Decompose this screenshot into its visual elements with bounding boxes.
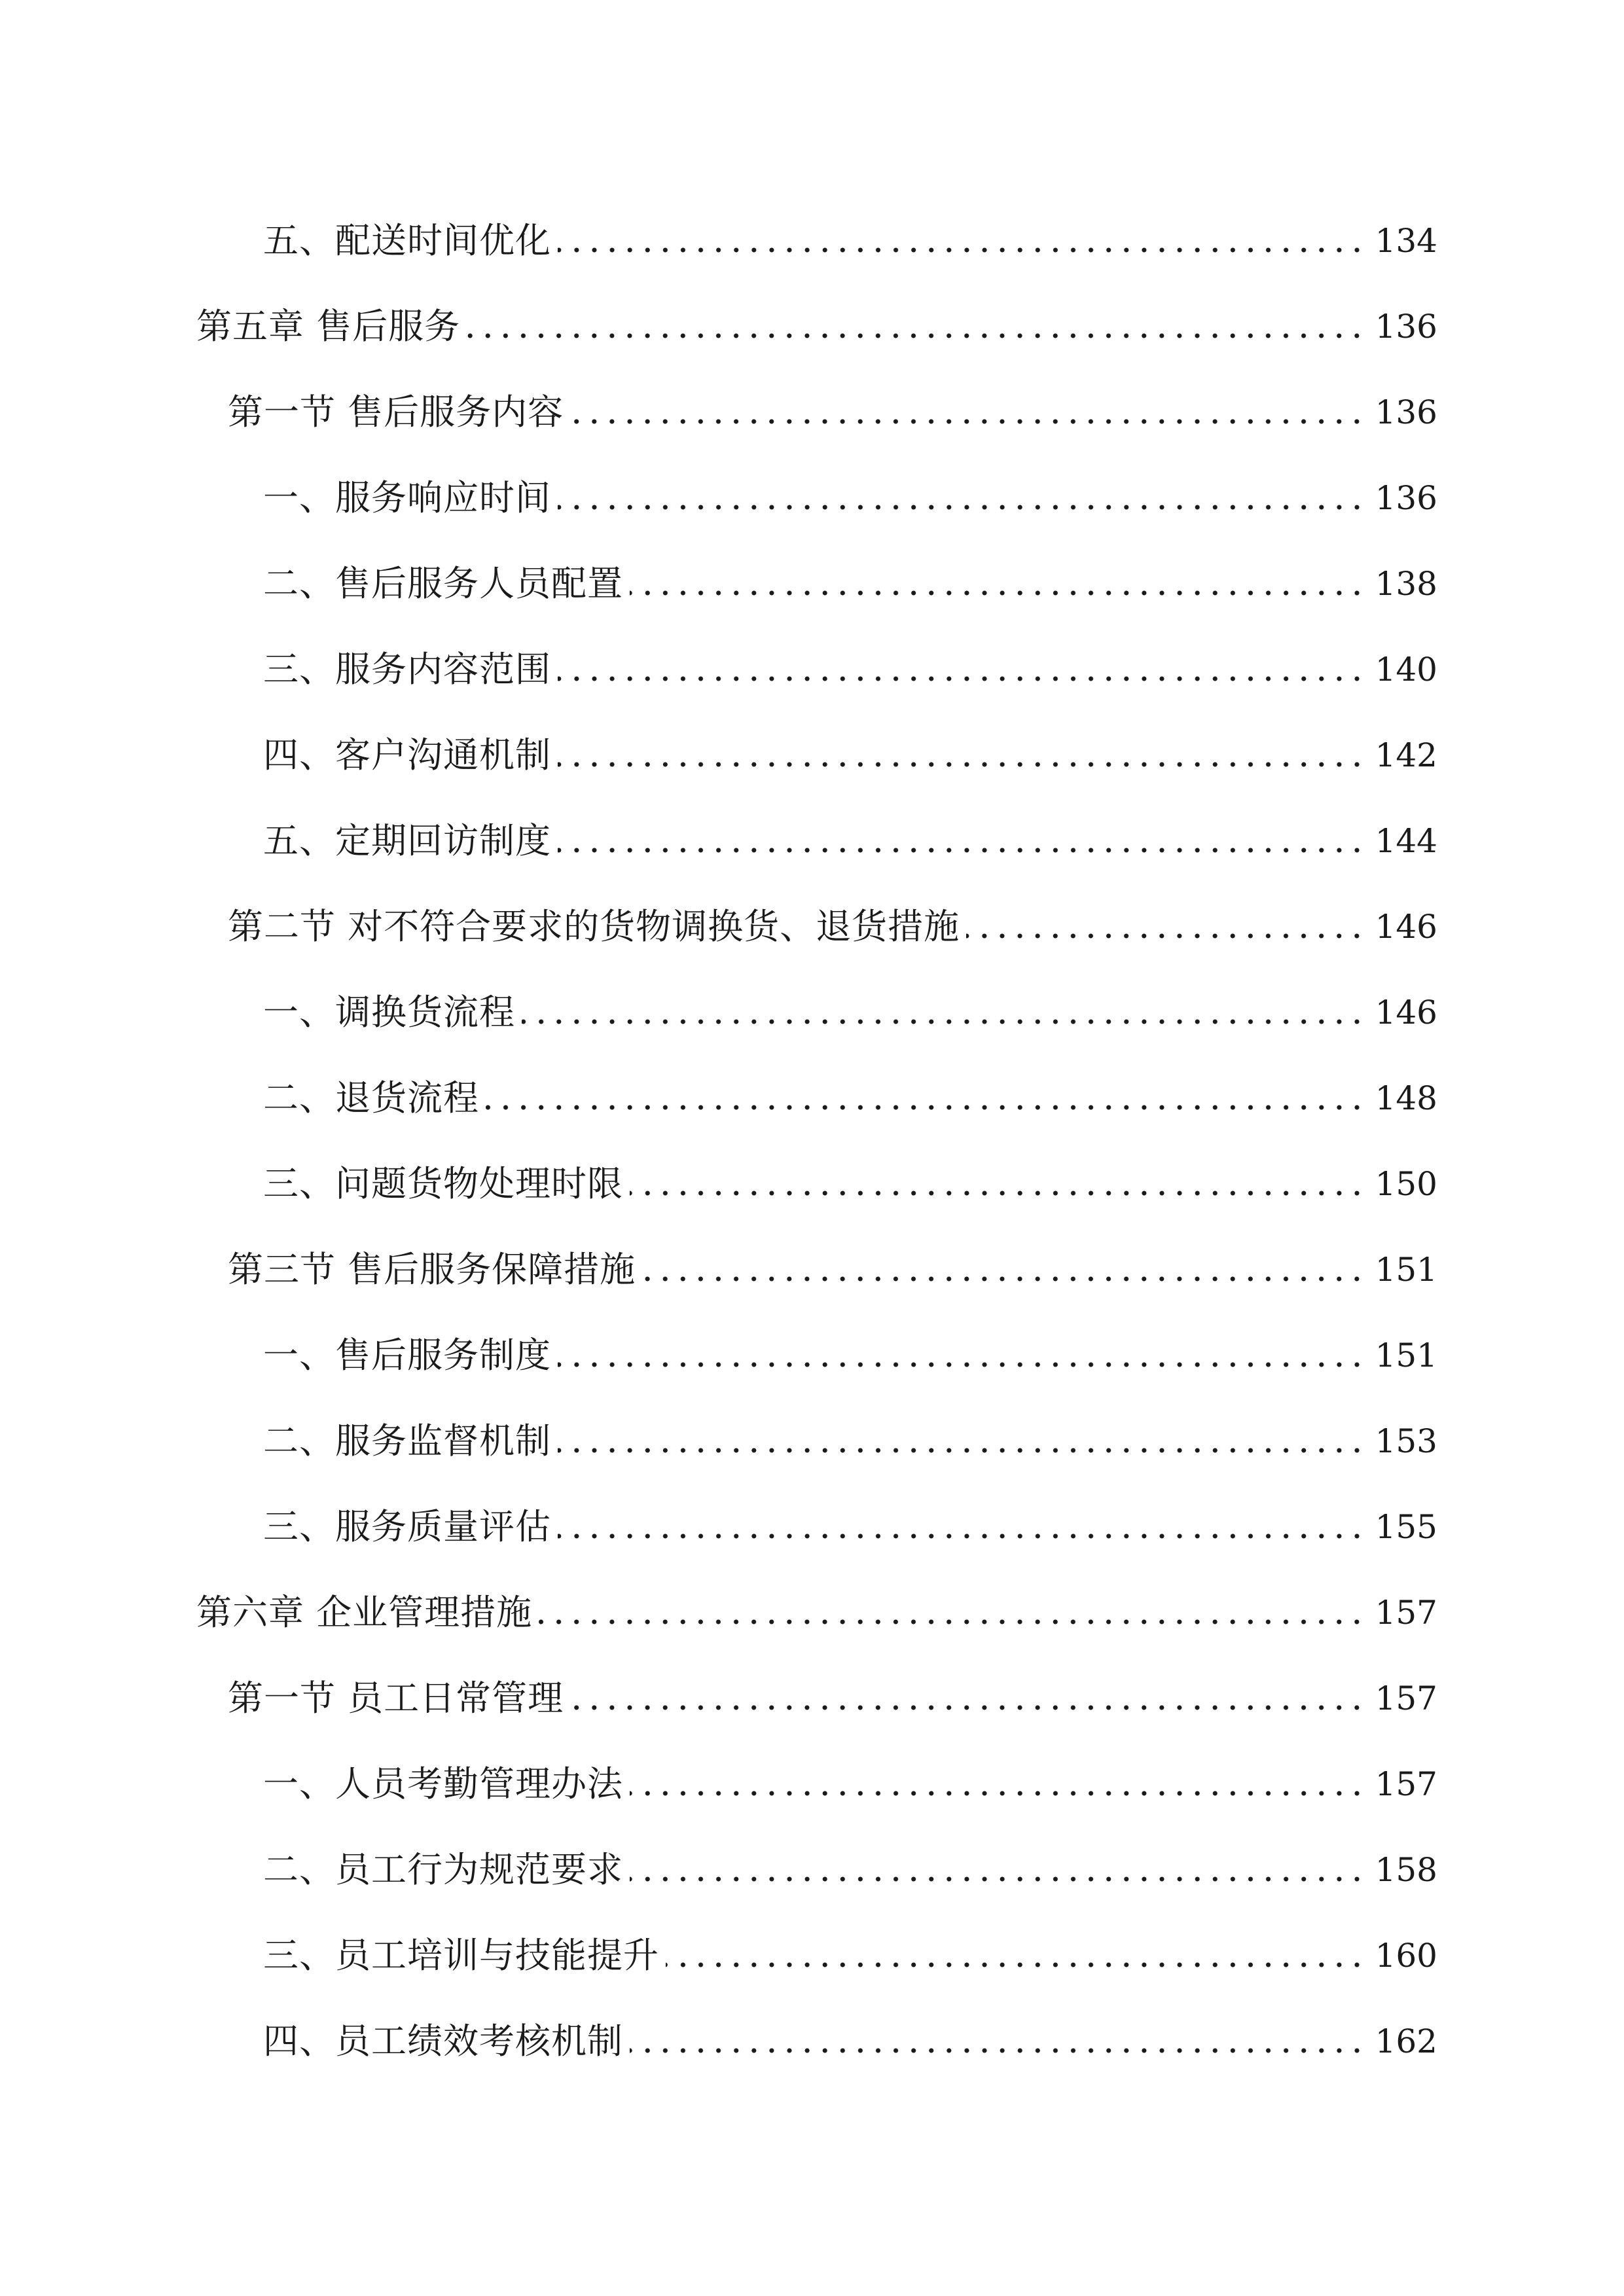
toc-entry-item[interactable] — [0, 1312, 1624, 1398]
toc-entry-item[interactable] — [0, 1055, 1624, 1141]
toc-entry-page-number: 151 — [1375, 1336, 1437, 1374]
dot-leader — [558, 1444, 1366, 1457]
toc-entry-section[interactable] — [0, 1227, 1624, 1312]
toc-entry-title: 第一节 售后服务内容 — [228, 391, 564, 433]
toc-entry-title: 一、售后服务制度 — [263, 1334, 551, 1376]
toc-entry-item[interactable] — [0, 541, 1624, 626]
toc-entry-page-number: 144 — [1375, 821, 1437, 860]
toc-entry-item[interactable] — [0, 1484, 1624, 1570]
toc-entry-title: 一、人员考勤管理办法 — [263, 1763, 623, 1804]
toc-entry-page-number: 157 — [1375, 1679, 1437, 1717]
toc-entry-title: 三、员工培训与技能提升 — [263, 1934, 659, 1976]
toc-entry-item[interactable] — [0, 1398, 1624, 1484]
toc-entry-page-number: 136 — [1375, 393, 1437, 431]
dot-leader — [467, 329, 1365, 342]
dot-leader — [558, 1358, 1366, 1371]
dot-leader — [666, 1958, 1366, 1971]
toc-entry-page-number: 136 — [1375, 478, 1437, 517]
toc-entry-title: 四、员工绩效考核机制 — [263, 2020, 623, 2062]
toc-entry-title: 第一节 员工日常管理 — [228, 1677, 564, 1719]
toc-entry-page-number: 157 — [1375, 1765, 1437, 1803]
toc-entry-title: 第五章 售后服务 — [196, 305, 461, 347]
toc-entry-item[interactable] — [0, 1141, 1624, 1227]
toc-entry-item[interactable] — [0, 455, 1624, 541]
toc-entry-page-number: 155 — [1375, 1507, 1437, 1546]
table-of-contents — [0, 198, 1624, 2084]
toc-entry-item[interactable] — [0, 626, 1624, 712]
toc-entry-title: 三、问题货物处理时限 — [263, 1162, 623, 1204]
toc-entry-title: 四、客户沟通机制 — [263, 734, 551, 776]
toc-entry-section[interactable] — [0, 884, 1624, 969]
toc-entry-section[interactable] — [0, 1655, 1624, 1741]
dot-leader — [630, 1787, 1366, 1800]
toc-entry-title: 二、员工行为规范要求 — [263, 1848, 623, 1890]
toc-entry-page-number: 160 — [1375, 1936, 1437, 1975]
dot-leader — [570, 415, 1365, 428]
toc-entry-title: 三、服务内容范围 — [263, 648, 551, 690]
dot-leader — [630, 1873, 1366, 1886]
toc-entry-chapter[interactable] — [0, 1570, 1624, 1655]
toc-entry-title: 二、服务监督机制 — [263, 1420, 551, 1462]
toc-entry-title: 第二节 对不符合要求的货物调换货、退货措施 — [228, 905, 960, 947]
toc-entry-title: 三、服务质量评估 — [263, 1505, 551, 1547]
dot-leader — [558, 501, 1366, 514]
dot-leader — [966, 929, 1365, 942]
toc-entry-page-number: 162 — [1375, 2022, 1437, 2060]
dot-leader — [558, 672, 1366, 685]
toc-entry-item[interactable] — [0, 969, 1624, 1055]
dot-leader — [558, 844, 1366, 857]
toc-entry-page-number: 136 — [1375, 307, 1437, 346]
toc-entry-item[interactable] — [0, 798, 1624, 884]
dot-leader — [630, 1187, 1366, 1200]
toc-entry-title: 二、退货流程 — [263, 1077, 479, 1119]
toc-entry-item[interactable] — [0, 712, 1624, 798]
toc-entry-page-number: 138 — [1375, 564, 1437, 603]
toc-entry-item[interactable] — [0, 1912, 1624, 1998]
dot-leader — [539, 1615, 1365, 1628]
toc-entry-page-number: 142 — [1375, 736, 1437, 774]
toc-entry-title: 一、服务响应时间 — [263, 476, 551, 518]
toc-entry-title: 五、配送时间优化 — [263, 219, 551, 261]
toc-entry-title: 一、调换货流程 — [263, 991, 515, 1033]
toc-entry-title: 第六章 企业管理措施 — [196, 1591, 533, 1633]
toc-entry-page-number: 157 — [1375, 1593, 1437, 1632]
dot-leader — [522, 1015, 1366, 1028]
dot-leader — [558, 758, 1366, 771]
toc-entry-title: 第三节 售后服务保障措施 — [228, 1248, 636, 1290]
dot-leader — [558, 243, 1366, 257]
dot-leader — [642, 1272, 1365, 1285]
toc-entry-section[interactable] — [0, 369, 1624, 455]
toc-entry-page-number: 158 — [1375, 1850, 1437, 1889]
toc-entry-item[interactable] — [0, 1998, 1624, 2084]
dot-leader — [486, 1101, 1366, 1114]
toc-entry-item[interactable] — [0, 1741, 1624, 1827]
dot-leader — [558, 1530, 1366, 1543]
toc-entry-item[interactable] — [0, 1827, 1624, 1912]
toc-entry-page-number: 146 — [1375, 993, 1437, 1031]
dot-leader — [630, 586, 1366, 600]
toc-entry-title: 五、定期回访制度 — [263, 819, 551, 861]
toc-entry-page-number: 134 — [1375, 221, 1437, 260]
toc-entry-page-number: 146 — [1375, 907, 1437, 946]
toc-entry-page-number: 153 — [1375, 1422, 1437, 1460]
toc-entry-page-number: 148 — [1375, 1079, 1437, 1117]
toc-entry-page-number: 140 — [1375, 650, 1437, 689]
toc-entry-chapter[interactable] — [0, 283, 1624, 369]
dot-leader — [630, 2044, 1366, 2057]
dot-leader — [570, 1701, 1365, 1714]
toc-entry-page-number: 151 — [1375, 1250, 1437, 1289]
toc-entry-title: 二、售后服务人员配置 — [263, 562, 623, 604]
toc-entry-page-number: 150 — [1375, 1164, 1437, 1203]
toc-entry-item[interactable] — [0, 198, 1624, 283]
